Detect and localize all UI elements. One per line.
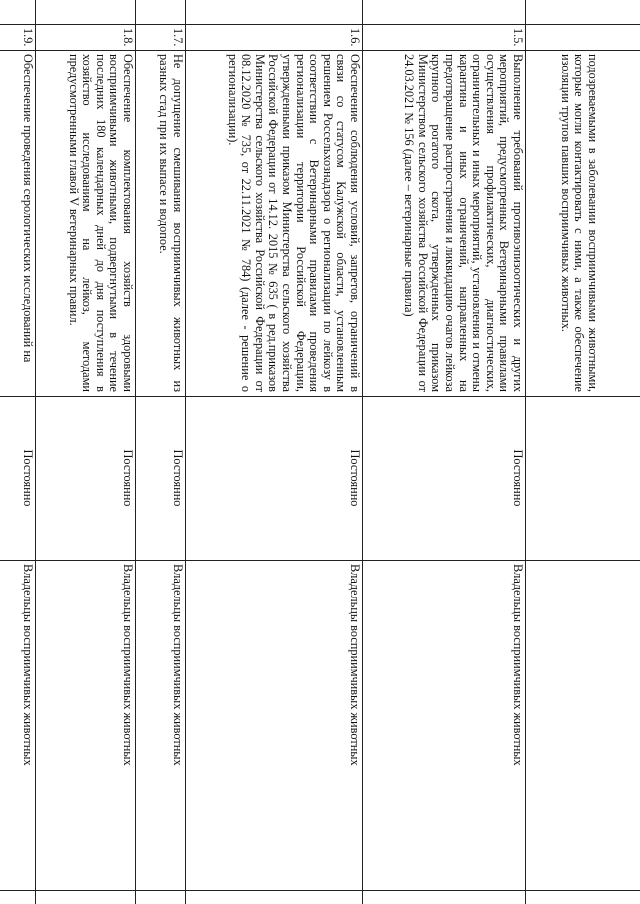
row-responsible [526, 560, 600, 890]
row-period: Постоянно [171, 449, 185, 507]
row-responsible: Владельцы восприимчивых животных [21, 564, 35, 766]
row-text: Выполнение требований противоэпизоотических и других мероприятий, предусмотренных Ветеринарными правилами осуществления профилактических, диагностических, ограничительных и иных мероприятий, установления и отмены карантина и иных ограничений, направленных на предотвращение распространения и ликвидацию очагов лейкоза крупного рогатого скота, утвержденных приказом Министерством сельского хозяйства Российской Федерации от 24.03.2021 № 156 (далее – ветеринарные правила) [402, 54, 525, 392]
row-number: 1.5. [511, 28, 525, 47]
column-divider [0, 50, 640, 51]
row-number: 1.6. [348, 28, 362, 47]
column-divider [0, 24, 640, 25]
table-row [136, 0, 186, 904]
row-text: Не допущение смешивания восприимчивых животных из разных стад при их выпасе и водопое. [157, 54, 185, 392]
row-responsible: Владельцы восприимчивых животных [511, 564, 525, 766]
row-period: Постоянно [21, 449, 35, 507]
row-responsible: Владельцы восприимчивых животных [121, 564, 135, 766]
column-divider [0, 560, 640, 561]
row-text: Обеспечение соблюдения условий, запретов, ограничений в связи со статусом Калужской области, установленным решением Россельхознадзора о регионализации по лейкозу в соответствии с Ветеринарными правилами проведения регионализации территории Российской Федерации, утвержденными приказом Министерства сельского хозяйства Российской Федерации от 14.12. 2015 № 635 ( в ред.приказов Министерства сельского хозяйства Российской Федерации от 08.12.2020 № 735, от 22.11.2021 № 784) (далее - решение о регионализации). [225, 54, 362, 392]
row-text: Обеспечение проведения серологических исследований на [21, 54, 35, 363]
table-row [363, 0, 526, 904]
row-period: Постоянно [511, 449, 525, 507]
row-number: 1.7. [171, 28, 185, 47]
row-number [526, 24, 600, 50]
row-number: 1.8. [121, 28, 135, 47]
row-responsible: Владельцы восприимчивых животных [171, 564, 185, 766]
column-divider [0, 396, 640, 397]
table-row [0, 0, 36, 904]
row-text: подозреваемыми в заболевании восприимчивыми животными, которые могли контактировать с ними, а также обеспечение изоляции трупов павших восприимчивых животных. [558, 54, 600, 392]
row-period: Постоянно [121, 449, 135, 507]
table-row [526, 0, 600, 904]
row-number: 1.9. [21, 28, 35, 47]
row-period: Постоянно [348, 449, 362, 507]
row-text: Обеспечение комплектования хозяйств здоровыми восприимчивыми животными, подвергнутыми в течение последних 180 календарных дней до дня поступления в хозяйство исследованиям на лейкоз, методами предусмотренными главой V ветеринарных правил. [66, 54, 135, 392]
row-responsible: Владельцы восприимчивых животных [348, 564, 362, 766]
table-row [186, 0, 363, 904]
table-row [36, 0, 136, 904]
row-period [526, 396, 600, 560]
column-divider [0, 890, 640, 891]
